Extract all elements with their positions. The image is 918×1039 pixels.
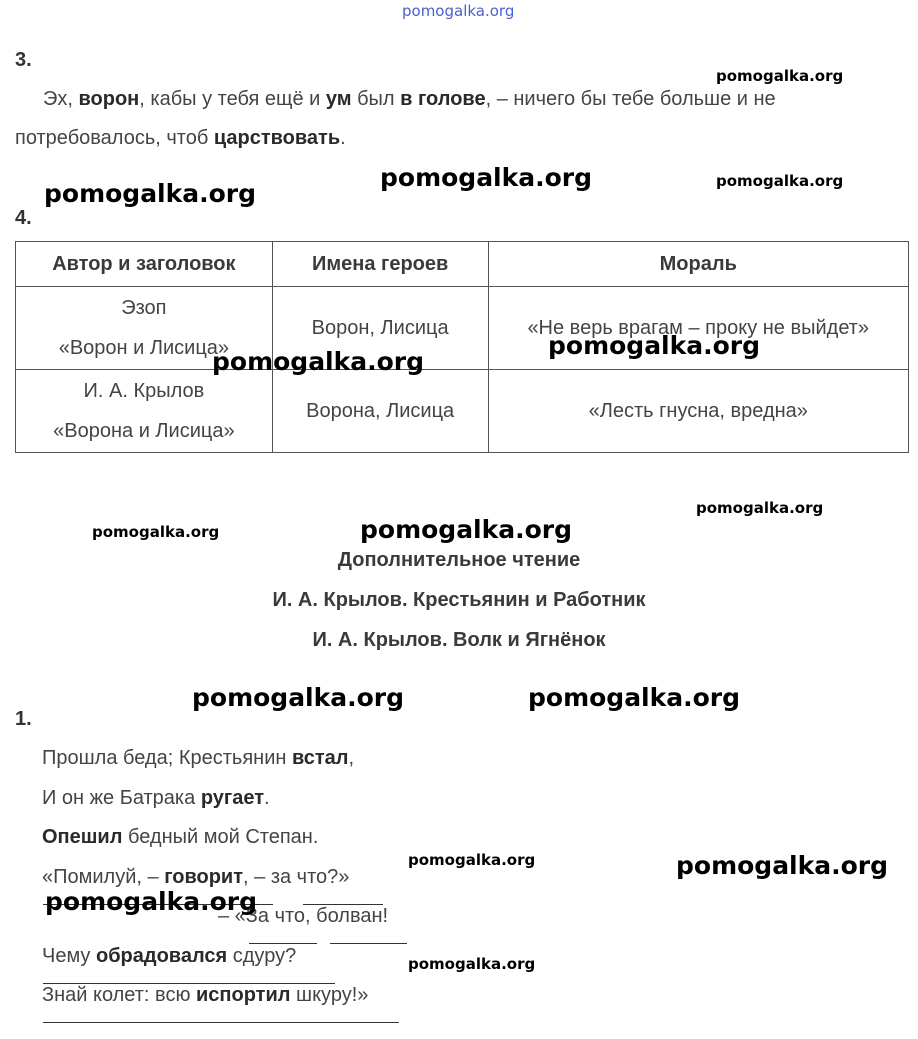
task-1-number: 1. bbox=[15, 708, 32, 730]
poem-line-2: И он же Батрака ругает. bbox=[42, 787, 270, 809]
cell-author-title: И. А. Крылов «Ворона и Лисица» bbox=[16, 370, 273, 453]
cell-moral: «Лесть гнусна, вредна» bbox=[488, 370, 908, 453]
section-title-1: И. А. Крылов. Крестьянин и Работник bbox=[272, 589, 646, 611]
watermark: pomogalka.org bbox=[192, 683, 405, 712]
table-row bbox=[16, 287, 909, 370]
header-moral: Мораль bbox=[488, 242, 908, 287]
watermark: pomogalka.org bbox=[408, 851, 536, 869]
cell-author-title: Эзоп «Ворон и Лисица» bbox=[16, 287, 273, 370]
table-row bbox=[16, 370, 909, 453]
watermark: pomogalka.org bbox=[716, 172, 844, 190]
poem-line-4: «Помилуй, – говорит, – за что?» bbox=[42, 866, 350, 888]
cell-heroes: Ворона, Лисица bbox=[272, 370, 488, 453]
watermark: pomogalka.org bbox=[716, 67, 844, 85]
header-heroes: Имена героев bbox=[272, 242, 488, 287]
watermark: pomogalka.org bbox=[92, 523, 220, 541]
poem-line-3: Опешил бедный мой Степан. bbox=[42, 826, 319, 848]
section-heading: Дополнительное чтение bbox=[337, 549, 581, 571]
underline-mark bbox=[249, 943, 317, 944]
watermark: pomogalka.org bbox=[696, 499, 824, 517]
underline-mark bbox=[330, 943, 407, 944]
underline-mark bbox=[43, 1022, 399, 1023]
section-title-2: И. А. Крылов. Волк и Ягнёнок bbox=[312, 629, 606, 651]
watermark: pomogalka.org bbox=[548, 331, 761, 360]
watermark: pomogalka.org bbox=[528, 683, 741, 712]
task-3-line-1: Эх, ворон, кабы у тебя ещё и ум был в голове, – ничего бы тебе больше и не bbox=[43, 88, 776, 110]
task-3-number: 3. bbox=[15, 49, 32, 71]
header-author-title: Автор и заголовок bbox=[16, 242, 273, 287]
poem-line-1: Прошла беда; Крестьянин встал, bbox=[42, 747, 355, 769]
table-header-row bbox=[16, 242, 909, 287]
watermark: pomogalka.org bbox=[45, 887, 258, 916]
poem-line-7: Знай колет: всю испортил шкуру!» bbox=[42, 984, 369, 1006]
cell-heroes: Ворон, Лисица bbox=[272, 287, 488, 370]
watermark: pomogalka.org bbox=[676, 851, 889, 880]
task-3-line-2: потребовалось, чтоб царствовать. bbox=[15, 127, 346, 149]
watermark: pomogalka.org bbox=[44, 179, 257, 208]
task-4-number: 4. bbox=[15, 207, 32, 229]
poem-line-5: – «За что, болван! bbox=[218, 905, 389, 927]
watermark: pomogalka.org bbox=[408, 955, 536, 973]
underline-mark bbox=[303, 904, 383, 905]
poem-line-6: Чему обрадовался сдуру? bbox=[42, 945, 297, 967]
watermark: pomogalka.org bbox=[360, 515, 573, 544]
watermark: pomogalka.org bbox=[380, 163, 593, 192]
underline-mark bbox=[43, 983, 335, 984]
watermark: pomogalka.org bbox=[212, 347, 425, 376]
fables-table bbox=[15, 241, 909, 453]
header-site-link[interactable]: pomogalka.org bbox=[402, 2, 515, 20]
cell-moral: «Не верь врагам – проку не выйдет» bbox=[488, 287, 908, 370]
